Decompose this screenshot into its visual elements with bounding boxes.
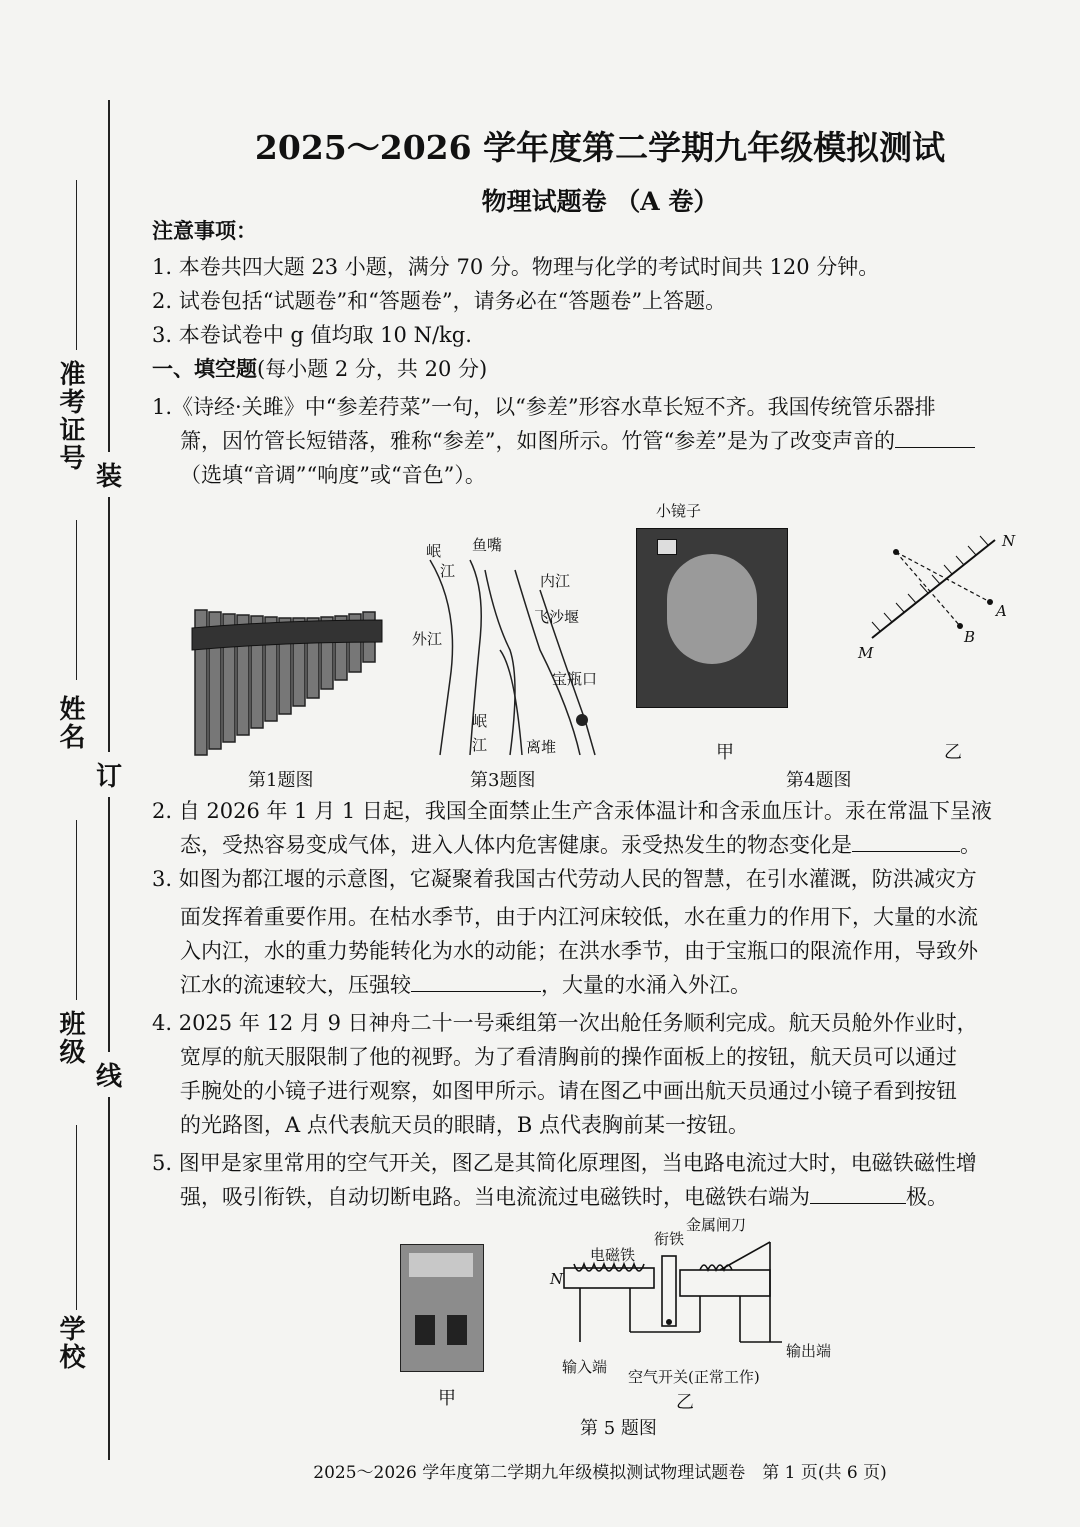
- school-label: 学校: [55, 1315, 85, 1371]
- fig5-label: 电磁铁: [590, 1246, 636, 1264]
- fig3-label: 宝瓶口: [552, 670, 598, 688]
- class-label: 班级: [55, 1010, 85, 1066]
- mirror-shape: [657, 539, 677, 555]
- fig3-label: 外江: [412, 630, 443, 648]
- fig3-caption: 第3题图: [470, 770, 536, 791]
- fig3-label: 岷: [426, 542, 442, 560]
- q2-line: [180, 828, 981, 862]
- astronaut-photo: [636, 528, 788, 708]
- q1-line: [180, 424, 975, 458]
- fig4-jia-label: 甲: [716, 742, 734, 763]
- fig3-label: 江: [472, 736, 488, 754]
- fig5-label: 输入端: [562, 1358, 608, 1376]
- exam-number-label: 准考证号: [55, 360, 85, 472]
- section-note: (每小题 2 分，共 20 分): [257, 357, 488, 381]
- school-blank[interactable]: [76, 1125, 77, 1310]
- seal-zhuang: 装: [96, 452, 122, 497]
- fig4-mirror-label: 小镜子: [656, 502, 702, 520]
- q3-line: 3. 如图为都江堰的示意图，它凝聚着我国古代劳动人民的智慧，在引水灌溉，防洪减灾方: [152, 867, 977, 891]
- q4-line: 4. 2025 年 12 月 9 日神舟二十一号乘组第一次出舱任务顺利完成。航天员舱外作业时，: [152, 1011, 978, 1035]
- note-item: 1. 本卷共四大题 23 小题，满分 70 分。物理与化学的考试时间共 120 分钟。: [152, 255, 880, 279]
- fig4-point-label: M: [858, 644, 874, 662]
- q3-line: 入内江，水的重力势能转化为水的动能；在洪水季节，由于宝瓶口的限流作用，导致外: [180, 939, 978, 963]
- name-blank[interactable]: [76, 520, 77, 680]
- q3-line: [180, 968, 751, 1002]
- mirror-diagram: [860, 530, 1010, 660]
- fig1-caption: 第1题图: [248, 770, 314, 791]
- fig5-label: 衔铁: [654, 1230, 685, 1248]
- q5-answer-blank[interactable]: [810, 1181, 906, 1204]
- note-item: 3. 本卷试卷中 g 值均取 10 N/kg.: [152, 323, 472, 347]
- breaker-switch-left: [415, 1315, 435, 1345]
- q2-text: 态，受热容易变成气体，进入人体内危害健康。汞受热发生的物态变化是: [180, 833, 852, 857]
- breaker-switch-right: [447, 1315, 467, 1345]
- fig4-point-label: B: [964, 628, 976, 646]
- q3-text: 江水的流速较大，压强较: [180, 973, 411, 997]
- name-label: 姓名: [55, 695, 85, 751]
- q1-text: 箫，因竹管长短错落，雅称“参差”，如图所示。竹管“参差”是为了改变声音的: [180, 429, 895, 453]
- fig5-label: 空气开关(正常工作): [628, 1368, 760, 1386]
- q2-text-end: 。: [960, 833, 981, 857]
- q3-line: 面发挥着重要作用。在枯水季节，由于内江河床较低，水在重力的作用下，大量的水流: [180, 905, 978, 929]
- fig3-label: 江: [440, 562, 456, 580]
- exam-number-blank[interactable]: [76, 180, 77, 350]
- fig3-label: 岷: [472, 712, 488, 730]
- fig5-yi-label: 乙: [676, 1392, 694, 1413]
- class-blank[interactable]: [76, 820, 77, 1000]
- q2-answer-blank[interactable]: [852, 829, 960, 852]
- section-heading: [152, 352, 487, 386]
- q1-answer-blank[interactable]: [895, 425, 975, 448]
- q5-line: [180, 1180, 948, 1214]
- page-subtitle: 物理试题卷 （A 卷）: [481, 187, 719, 216]
- fig3-label: 鱼嘴: [472, 536, 503, 554]
- fig5-jia-label: 甲: [438, 1388, 456, 1409]
- fig5-label: 输出端: [786, 1342, 832, 1360]
- notes-heading: 注意事项：: [152, 218, 257, 243]
- fig3-label: 飞沙堰: [534, 608, 580, 626]
- seal-xian: 线: [96, 1052, 122, 1097]
- seal-ding: 订: [96, 752, 122, 797]
- fig3-label: 内江: [540, 572, 571, 590]
- page-footer: 2025～2026 学年度第二学期九年级模拟测试物理试题卷 第 1 页(共 6 页): [313, 1463, 887, 1483]
- q1-line: （选填“音调”“响度”或“音色”）。: [180, 463, 486, 487]
- breaker-photo: [400, 1244, 484, 1372]
- q3-text-end: ，大量的水涌入外江。: [541, 973, 751, 997]
- fig4-caption: 第4题图: [786, 770, 852, 791]
- astronaut-shape: [667, 554, 757, 664]
- fig5-label: 金属闸刀: [686, 1216, 747, 1234]
- section-title: 一、填空题: [152, 356, 257, 381]
- fig4-point-label: N: [1002, 532, 1016, 550]
- q3-answer-blank[interactable]: [411, 969, 541, 992]
- fig5-label: N: [550, 1270, 564, 1288]
- q1-line: 1.《诗经·关雎》中“参差荇菜”一句，以“参差”形容水草长短不齐。我国传统管乐器排: [152, 395, 936, 419]
- fig3-label: 离堆: [526, 738, 557, 756]
- q2-line: 2. 自 2026 年 1 月 1 日起，我国全面禁止生产含汞体温计和含汞血压计。汞在常温下呈液: [152, 799, 992, 823]
- q5-line: 5. 图甲是家里常用的空气开关，图乙是其简化原理图，当电路电流过大时，电磁铁磁性增: [152, 1151, 977, 1175]
- breaker-top: [409, 1253, 473, 1277]
- fig4-point-label: A: [996, 602, 1007, 620]
- q4-line: 宽厚的航天服限制了他的视野。为了看清胸前的操作面板上的按钮，航天员可以通过: [180, 1045, 957, 1069]
- q5-text: 强，吸引衔铁，自动切断电路。当电流流过电磁铁时，电磁铁右端为: [180, 1185, 810, 1209]
- fig4-yi-label: 乙: [944, 742, 962, 763]
- page-title: 2025～2026 学年度第二学期九年级模拟测试: [254, 128, 946, 167]
- q5-text-end: 极。: [906, 1185, 948, 1209]
- panpipe-figure: [190, 590, 390, 760]
- q4-line: 的光路图，A 点代表航天员的眼睛，B 点代表胸前某一按钮。: [180, 1113, 749, 1137]
- q4-line: 手腕处的小镜子进行观察，如图甲所示。请在图乙中画出航天员通过小镜子看到按钮: [180, 1079, 957, 1103]
- circuit-diagram: [550, 1232, 810, 1362]
- fig5-caption: 第 5 题图: [580, 1418, 657, 1439]
- note-item: 2. 试卷包括“试题卷”和“答题卷”，请务必在“答题卷”上答题。: [152, 289, 727, 313]
